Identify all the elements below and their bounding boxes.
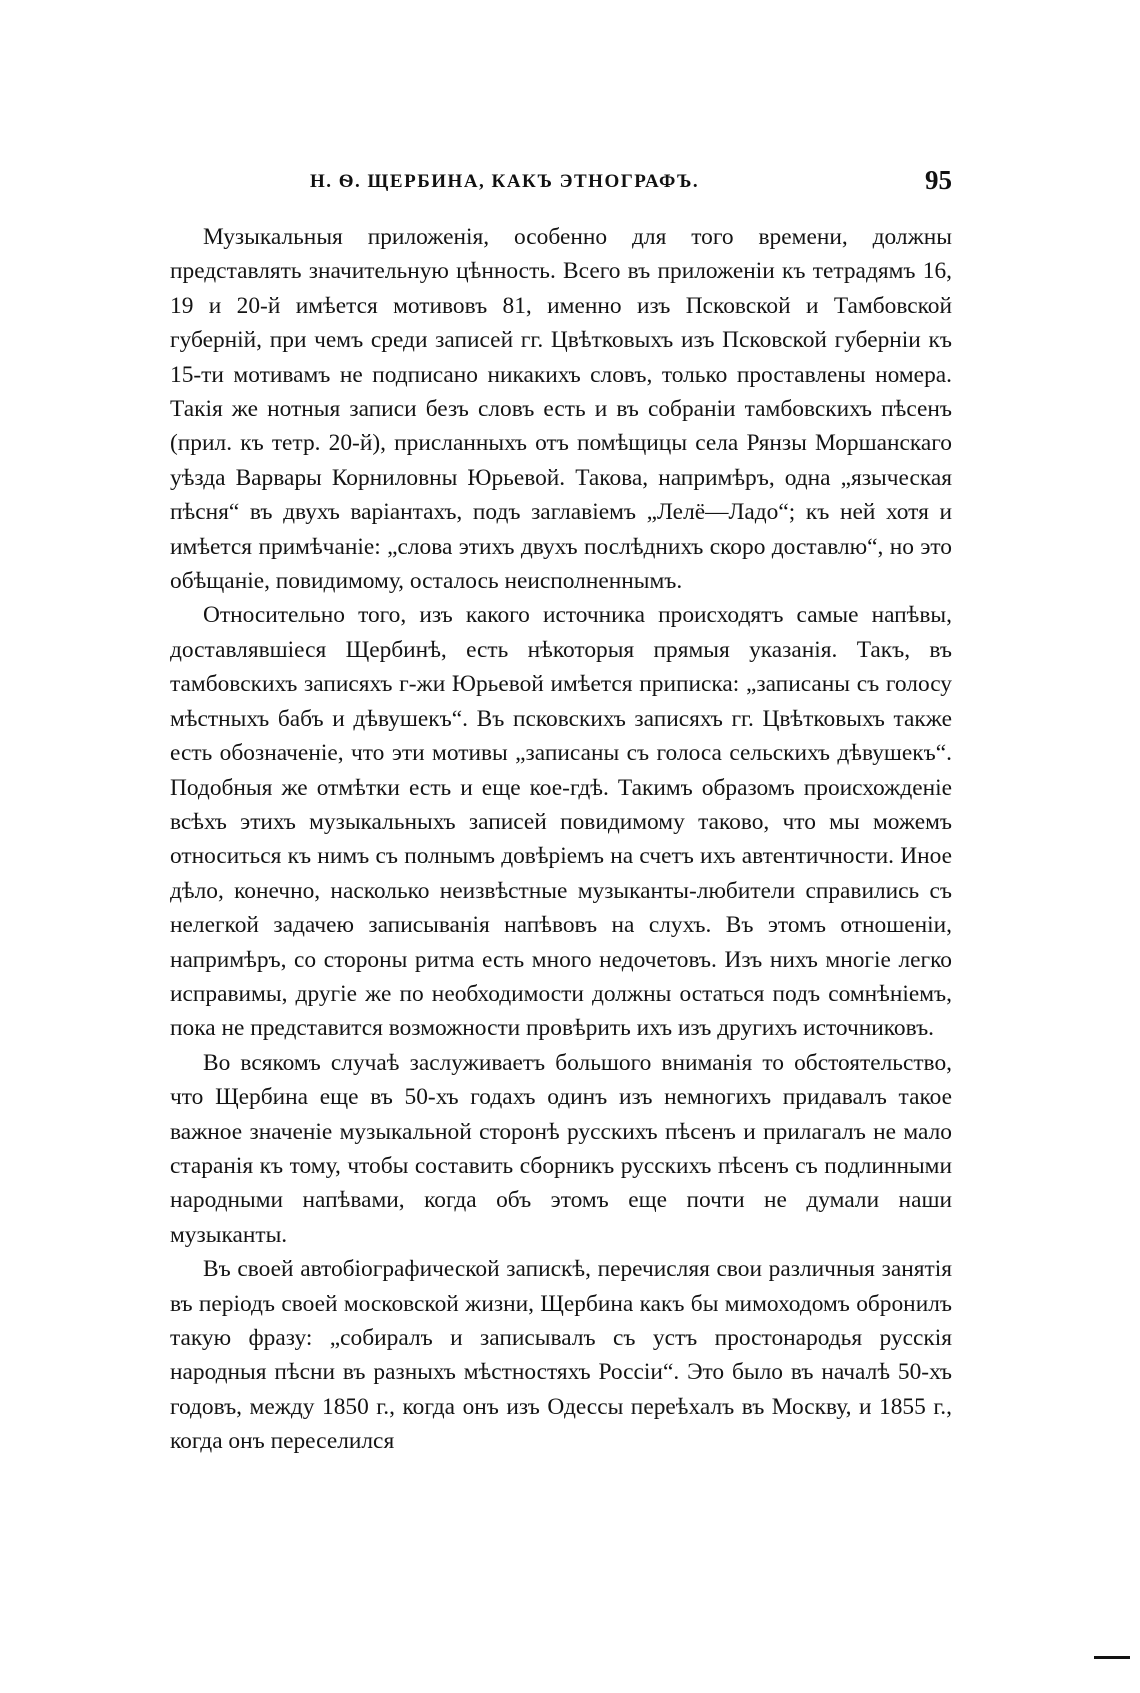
margin-dash-mark [1094, 1656, 1130, 1659]
paragraph: Въ своей автобіографической запискѣ, перечисляя свои различныя занятія въ періодъ своей московской жизни, Щербина какъ бы мимоходомъ обронилъ такую фразу: „собиралъ и записывалъ съ устъ простонародья русскія народныя пѣсни въ разныхъ мѣстностяхъ Россіи“. Это было въ началѣ 50-хъ годовъ, между 1850 г., когда онъ изъ Одессы переѣхалъ въ Москву, и 1855 г., когда онъ переселился [170, 1256, 952, 1455]
paragraph: Музыкальныя приложенія, особенно для того времени, должны представлять значительную цѣнность. Всего въ приложеніи къ тетрадямъ 16, 19 и 20-й имѣется мотивовъ 81, именно изъ Псковской и Тамбовской губерній, при чемъ среди записей гг. Цвѣтковыхъ изъ Псковской губерніи къ 15-ти мотивамъ не подписано никакихъ словъ, только проставлены номера. Такія же нотныя записи безъ словъ есть и въ собраніи тамбовскихъ пѣсенъ (прил. къ тетр. 20-й), присланныхъ отъ помѣщицы села Рянзы Моршанскаго уѣзда Варвары Корниловны Юрьевой. Такова, напримѣръ, одна „языческая пѣсня“ въ двухъ варіантахъ, подъ заглавіемъ „Лелё—Ладо“; къ ней хотя и имѣется примѣчаніе: „слова этихъ двухъ послѣднихъ скоро доставлю“, но это обѣщаніе, повидимому, осталось неисполненнымъ. [170, 224, 952, 595]
paragraph: Относительно того, изъ какого источника происходятъ самые напѣвы, доставлявшіеся Щербинѣ, есть нѣкоторыя прямыя указанія. Такъ, въ тамбовскихъ записяхъ г-жи Юрьевой имѣется приписка: „записаны съ голосу мѣстныхъ бабъ и дѣвушекъ“. Въ псковскихъ записяхъ гг. Цвѣтковыхъ также есть обозначеніе, что эти мотивы „записаны съ голоса сельскихъ дѣвушекъ“. Подобныя же отмѣтки есть и еще кое-гдѣ. Такимъ образомъ происхожденіе всѣхъ этихъ музыкальныхъ записей повидимому таково, что мы можемъ относиться къ нимъ съ полнымъ довѣріемъ на счетъ ихъ автентичности. Иное дѣло, конечно, насколько неизвѣстные музыканты-любители справились съ нелегкой задачею записыванія напѣвовъ на слухъ. Въ этомъ отношеніи, напримѣръ, со стороны ритма есть много недочетовъ. Изъ нихъ многіе легко исправимы, другіе же по необходимости должны остаться подъ сомнѣніемъ, пока не представится возможности провѣрить ихъ изъ другихъ источниковъ. [170, 602, 952, 1042]
running-head: Н. Ѳ. ЩЕРБИНА, КАКЪ ЭТНОГРАФЪ. [310, 171, 700, 192]
body-text [170, 220, 952, 1459]
paragraph: Во всякомъ случаѣ заслуживаетъ большого вниманія то обстоятельство, что Щербина еще въ 50-хъ годахъ одинъ изъ немногихъ придавалъ такое важное значеніе музыкальной сторонѣ русскихъ пѣсенъ и прилагалъ не мало старанія къ тому, чтобы составить сборникъ русскихъ пѣсенъ съ подлинными народными напѣвами, когда объ этомъ еще почти не думали наши музыканты. [170, 1049, 952, 1248]
page-number: 95 [925, 165, 952, 195]
page-header [170, 165, 952, 205]
